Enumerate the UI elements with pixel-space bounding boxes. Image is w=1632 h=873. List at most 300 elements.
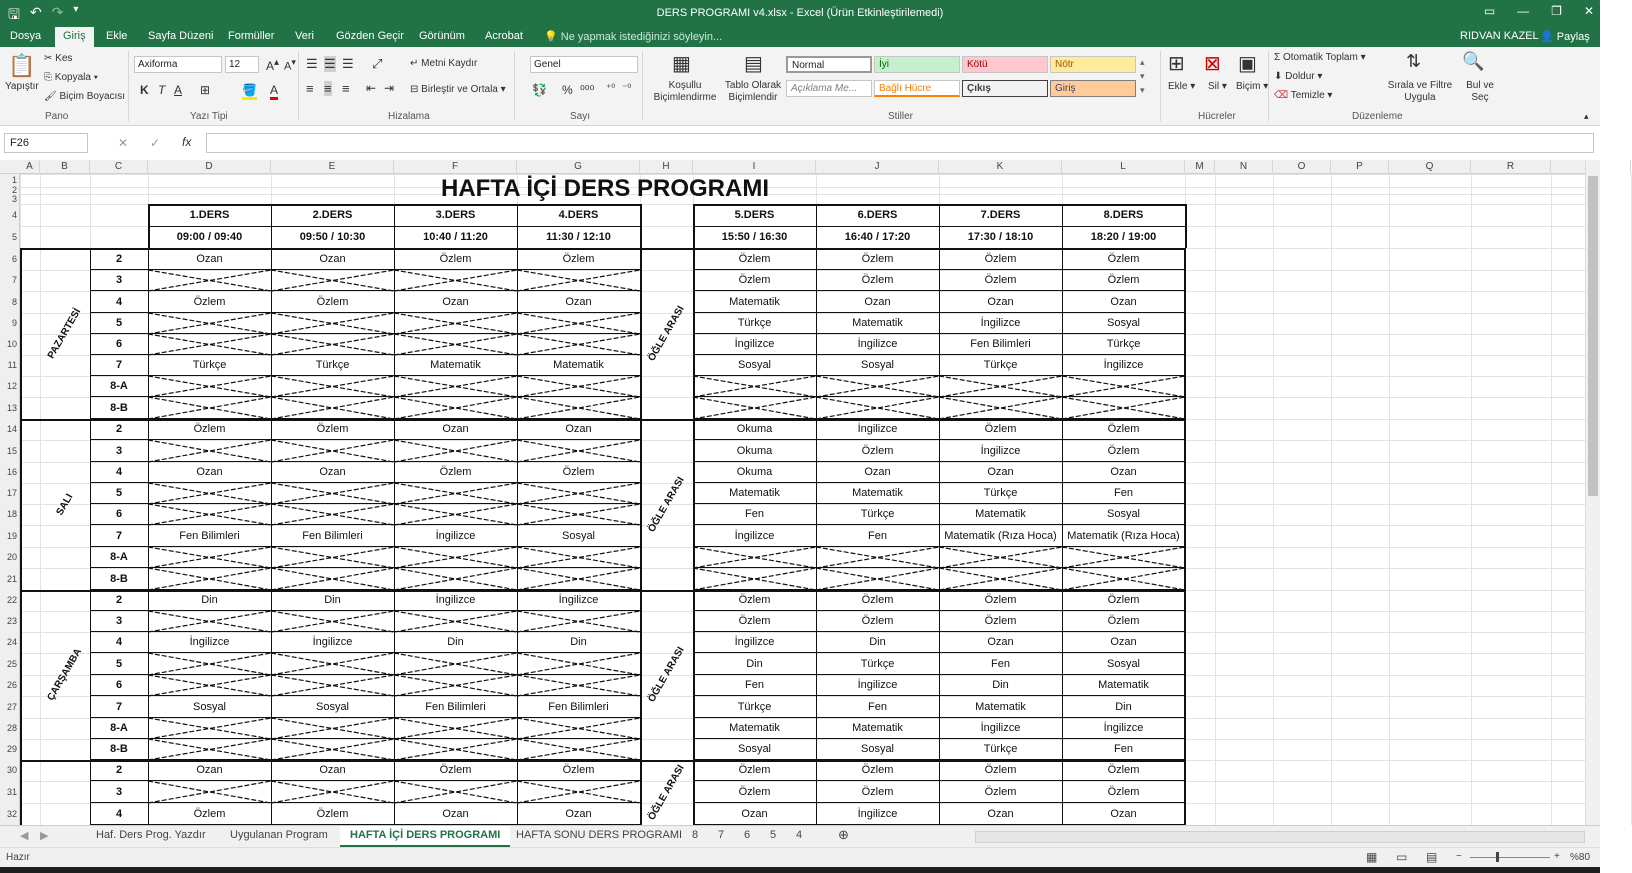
lesson-cell[interactable]: Özlem (1107, 786, 1140, 798)
lesson-cell[interactable]: Özlem (861, 594, 894, 606)
sheet-tab-print[interactable]: Haf. Ders Prog. Yazdır (96, 829, 206, 841)
tab-file[interactable]: Dosya (10, 30, 42, 42)
lesson-cell[interactable]: İngilizce (734, 636, 775, 648)
lesson-header[interactable]: 2.DERS (312, 209, 353, 221)
table-format-button[interactable]: Tablo Olarak Biçimlendir (724, 80, 782, 103)
row-header[interactable]: 10 (6, 339, 17, 349)
class-label[interactable]: 7 (115, 530, 123, 542)
lesson-cell[interactable]: Sosyal (737, 743, 772, 755)
cancel-icon[interactable]: ✕ (118, 136, 129, 150)
zoom-slider-thumb[interactable] (1496, 852, 1499, 862)
lesson-cell[interactable]: Özlem (439, 253, 472, 265)
column-header[interactable]: L (1062, 160, 1185, 174)
lesson-cell[interactable]: Okuma (736, 466, 773, 478)
column-header[interactable]: O (1273, 160, 1331, 174)
zoom-in-icon[interactable]: + (1554, 851, 1560, 862)
row-header[interactable]: 13 (6, 403, 17, 413)
lesson-cell[interactable]: Matematik (852, 317, 903, 329)
schedule-title[interactable]: HAFTA İÇİ DERS PROGRAMI (441, 175, 769, 202)
lesson-cell[interactable]: Ozan (196, 764, 223, 776)
lesson-cell[interactable]: Ozan (442, 808, 469, 820)
tab-acrobat[interactable]: Acrobat (485, 30, 523, 42)
row-header[interactable]: 3 (11, 194, 17, 204)
tab-insert[interactable]: Ekle (106, 30, 128, 42)
row-header[interactable]: 6 (11, 254, 17, 264)
add-sheet-icon[interactable]: ⊕ (838, 827, 849, 842)
lesson-cell[interactable]: Özlem (316, 296, 349, 308)
class-label[interactable]: 3 (115, 274, 123, 286)
prev-sheet-icon[interactable]: ◀ (20, 830, 29, 842)
class-label[interactable]: 6 (115, 679, 123, 691)
lesson-cell[interactable]: İngilizce (857, 808, 898, 820)
column-header[interactable]: D (148, 160, 271, 174)
lesson-cell[interactable]: Ozan (319, 466, 346, 478)
insert-function-icon[interactable]: fx (182, 135, 192, 149)
sort-filter-icon[interactable]: ⇅ (1406, 51, 1422, 71)
lesson-cell[interactable]: Fen (745, 508, 764, 520)
lesson-cell[interactable]: İngilizce (857, 679, 898, 691)
lesson-cell[interactable]: Türkçe (737, 317, 772, 329)
table-format-icon[interactable]: ▤ (744, 53, 763, 75)
lesson-cell[interactable]: Özlem (1107, 594, 1140, 606)
sheet-tab-weekday[interactable]: HAFTA İÇİ DERS PROGRAMI (340, 826, 510, 847)
row-header[interactable]: 32 (6, 809, 17, 819)
style-bad[interactable]: Kötü (962, 56, 1048, 73)
copy-button[interactable]: ⎘ Kopyala ▾ (44, 72, 98, 83)
find-select-button[interactable]: Bul ve Seç (1466, 80, 1494, 103)
class-label[interactable]: 8-A (110, 380, 128, 392)
row-header[interactable]: 26 (6, 680, 17, 690)
column-header[interactable]: N (1215, 160, 1273, 174)
lesson-time[interactable]: 09:50 / 10:30 (299, 231, 366, 243)
currency-icon[interactable]: 💱 (532, 83, 547, 97)
next-sheet-icon[interactable]: ▶ (40, 830, 49, 842)
paste-button[interactable]: Yapıştır (5, 81, 39, 92)
zoom-slider[interactable] (1470, 857, 1550, 858)
tab-formulas[interactable]: Formüller (228, 30, 275, 42)
row-header[interactable]: 25 (6, 659, 17, 669)
autosum-button[interactable]: Σ Otomatik Toplam ▾ (1274, 52, 1366, 63)
class-label[interactable]: 8-B (110, 573, 128, 585)
column-header[interactable]: F (394, 160, 517, 174)
lesson-cell[interactable]: Sosyal (315, 701, 350, 713)
column-header[interactable]: R (1471, 160, 1551, 174)
lesson-cell[interactable]: Ozan (319, 253, 346, 265)
lesson-cell[interactable]: Din (1115, 701, 1132, 713)
lesson-cell[interactable]: Özlem (984, 786, 1017, 798)
row-header[interactable]: 22 (6, 595, 17, 605)
lesson-cell[interactable]: Ozan (565, 296, 592, 308)
lesson-cell[interactable]: Türkçe (983, 359, 1018, 371)
delete-cells-button[interactable]: Sil ▾ (1208, 81, 1227, 92)
lesson-header[interactable]: 8.DERS (1103, 209, 1144, 221)
row-header[interactable]: 27 (6, 702, 17, 712)
class-label[interactable]: 8-A (110, 722, 128, 734)
row-header[interactable]: 19 (6, 531, 17, 541)
clear-button[interactable]: ⌫ Temizle ▾ (1274, 90, 1333, 101)
tab-data[interactable]: Veri (295, 30, 314, 42)
column-header[interactable]: Q (1389, 160, 1471, 174)
sheet-tab-6[interactable]: 6 (744, 829, 751, 841)
percent-icon[interactable]: % (562, 83, 573, 97)
lesson-cell[interactable]: Özlem (738, 274, 771, 286)
lesson-cell[interactable]: Özlem (861, 445, 894, 457)
lesson-cell[interactable]: Matematik (729, 296, 780, 308)
lesson-cell[interactable]: Fen Bilimleri (548, 701, 609, 713)
lesson-cell[interactable]: Özlem (738, 253, 771, 265)
lesson-cell[interactable]: Matematik (852, 487, 903, 499)
merge-center-button[interactable]: ⊟ Birleştir ve Ortala ▾ (410, 84, 506, 95)
row-header[interactable]: 15 (6, 446, 17, 456)
lesson-cell[interactable]: İngilizce (734, 530, 775, 542)
lesson-cell[interactable]: Sosyal (192, 701, 227, 713)
style-linked-cell[interactable]: Bağlı Hücre (874, 80, 960, 97)
lesson-header[interactable]: 5.DERS (734, 209, 775, 221)
lesson-time[interactable]: 18:20 / 19:00 (1090, 231, 1157, 243)
horizontal-scrollbar[interactable] (975, 831, 1585, 843)
lesson-cell[interactable]: Sosyal (860, 743, 895, 755)
sheet-tab-8[interactable]: 8 (692, 829, 699, 841)
bold-icon[interactable]: K (140, 83, 149, 97)
lesson-cell[interactable]: Özlem (562, 466, 595, 478)
day-label[interactable] (40, 590, 90, 760)
class-label[interactable]: 2 (115, 253, 123, 265)
row-header[interactable]: 4 (11, 210, 17, 220)
customize-qat-icon[interactable]: ▾ (73, 4, 79, 15)
redo-icon[interactable]: ↷ (51, 4, 64, 20)
lesson-cell[interactable]: Sosyal (1106, 317, 1141, 329)
orientation-icon[interactable]: ⤢ (372, 56, 383, 71)
lesson-cell[interactable]: Matematik (430, 359, 481, 371)
lesson-cell[interactable]: İngilizce (980, 722, 1021, 734)
lesson-cell[interactable]: Özlem (1107, 764, 1140, 776)
lesson-cell[interactable]: Fen Bilimleri (970, 338, 1031, 350)
lesson-cell[interactable]: Özlem (562, 253, 595, 265)
lesson-cell[interactable]: Ozan (987, 466, 1014, 478)
lesson-cell[interactable]: Özlem (861, 615, 894, 627)
lesson-header[interactable]: 7.DERS (980, 209, 1021, 221)
increase-decimal-icon[interactable]: ⁺⁰ (606, 83, 616, 94)
tab-review[interactable]: Gözden Geçir (336, 30, 404, 42)
lesson-cell[interactable]: Türkçe (860, 508, 895, 520)
lesson-cell[interactable]: Okuma (736, 423, 773, 435)
normal-view-icon[interactable]: ▦ (1366, 850, 1378, 864)
lesson-cell[interactable]: İngilizce (435, 530, 476, 542)
lesson-cell[interactable]: Ozan (565, 423, 592, 435)
lesson-cell[interactable]: Türkçe (983, 487, 1018, 499)
lesson-cell[interactable]: İngilizce (980, 445, 1021, 457)
name-box[interactable]: F26 (4, 133, 88, 153)
lesson-cell[interactable]: Özlem (984, 594, 1017, 606)
lesson-cell[interactable]: Fen (991, 658, 1010, 670)
lesson-cell[interactable]: İngilizce (980, 317, 1021, 329)
lesson-cell[interactable]: Özlem (1107, 423, 1140, 435)
style-good[interactable]: İyi (874, 56, 960, 73)
lesson-cell[interactable]: Ozan (864, 296, 891, 308)
day-label[interactable] (40, 419, 90, 590)
shrink-font-icon[interactable]: A▾ (284, 57, 296, 73)
class-label[interactable]: 2 (115, 594, 123, 606)
class-label[interactable]: 2 (115, 764, 123, 776)
class-label[interactable]: 5 (115, 658, 123, 670)
restore-icon[interactable]: ❐ (1551, 4, 1562, 18)
fill-button[interactable]: ⬇ Doldur ▾ (1274, 71, 1323, 82)
align-middle-icon[interactable]: ☰ (324, 56, 336, 71)
lesson-cell[interactable]: Ozan (442, 296, 469, 308)
lesson-cell[interactable]: Din (570, 636, 587, 648)
align-left-icon[interactable]: ≡ (306, 81, 314, 96)
class-label[interactable]: 6 (115, 508, 123, 520)
tab-home[interactable]: Giriş (55, 27, 94, 47)
sheet-tab-7[interactable]: 7 (718, 829, 725, 841)
lesson-cell[interactable]: Ozan (987, 296, 1014, 308)
lesson-cell[interactable]: Ozan (196, 253, 223, 265)
lesson-time[interactable]: 16:40 / 17:20 (844, 231, 911, 243)
day-label[interactable] (40, 248, 90, 419)
row-header[interactable]: 18 (6, 509, 17, 519)
format-cells-button[interactable]: Biçim ▾ (1236, 81, 1269, 92)
column-header[interactable]: A (20, 160, 40, 174)
lesson-cell[interactable]: Özlem (193, 423, 226, 435)
lesson-cell[interactable]: Özlem (193, 296, 226, 308)
column-header[interactable]: K (939, 160, 1062, 174)
lesson-header[interactable]: 1.DERS (189, 209, 230, 221)
clipboard-icon[interactable]: 📋 (8, 53, 36, 78)
lesson-cell[interactable]: Özlem (439, 466, 472, 478)
lesson-cell[interactable]: Özlem (861, 786, 894, 798)
row-header[interactable]: 29 (6, 744, 17, 754)
style-input[interactable]: Giriş (1050, 80, 1136, 97)
lesson-cell[interactable]: Din (447, 636, 464, 648)
lesson-cell[interactable]: Fen Bilimleri (179, 530, 240, 542)
lesson-time[interactable]: 11:30 / 12:10 (546, 231, 611, 243)
wrap-text-button[interactable] (410, 58, 477, 69)
lesson-cell[interactable]: Özlem (193, 808, 226, 820)
cut-button[interactable] (44, 53, 72, 64)
lesson-cell[interactable]: Sosyal (737, 359, 772, 371)
page-break-view-icon[interactable]: ▤ (1426, 850, 1438, 864)
lesson-cell[interactable]: Matematik (1098, 679, 1149, 691)
zoom-level[interactable]: %80 (1570, 852, 1591, 863)
lesson-cell[interactable]: Özlem (984, 764, 1017, 776)
lesson-cell[interactable]: Özlem (738, 786, 771, 798)
lesson-cell[interactable]: Matematik (975, 701, 1026, 713)
class-label[interactable]: 5 (115, 317, 123, 329)
lesson-time[interactable]: 17:30 / 18:10 (967, 231, 1034, 243)
class-label[interactable]: 4 (115, 466, 123, 478)
lesson-cell[interactable]: İngilizce (312, 636, 353, 648)
class-label[interactable]: 2 (115, 423, 123, 435)
comma-icon[interactable]: ⁰⁰⁰ (580, 83, 595, 97)
find-icon[interactable]: 🔍 (1462, 51, 1485, 71)
format-painter-button[interactable] (44, 91, 125, 102)
sheet-tab-applied[interactable]: Uygulanan Program (230, 829, 328, 841)
column-header[interactable]: B (40, 160, 90, 174)
collapse-ribbon-icon[interactable]: ▴ (1584, 111, 1589, 121)
underline-icon[interactable]: A (174, 83, 183, 97)
row-header[interactable]: 28 (6, 723, 17, 733)
lesson-cell[interactable]: Okuma (736, 445, 773, 457)
font-color-icon[interactable]: A (270, 83, 278, 100)
lesson-cell[interactable]: Özlem (984, 423, 1017, 435)
formula-input[interactable] (206, 133, 1594, 153)
lesson-cell[interactable]: Özlem (439, 764, 472, 776)
column-header[interactable]: P (1331, 160, 1389, 174)
undo-icon[interactable]: ↶ (29, 4, 42, 20)
lesson-cell[interactable]: Özlem (562, 764, 595, 776)
lesson-cell[interactable]: Özlem (738, 615, 771, 627)
row-header[interactable]: 31 (6, 787, 17, 797)
sheet-tab-4[interactable]: 4 (796, 829, 803, 841)
sheet-tab-5[interactable]: 5 (770, 829, 777, 841)
class-label[interactable]: 5 (115, 487, 123, 499)
share-button[interactable] (1540, 30, 1590, 43)
lesson-cell[interactable]: Özlem (316, 808, 349, 820)
column-header[interactable]: M (1185, 160, 1215, 174)
class-label[interactable]: 3 (115, 786, 123, 798)
class-label[interactable]: 3 (115, 615, 123, 627)
lesson-cell[interactable]: Ozan (1110, 466, 1137, 478)
font-size-select[interactable]: 12 (225, 56, 259, 73)
lesson-cell[interactable]: Din (746, 658, 763, 670)
style-explanatory[interactable]: Açıklama Me... (786, 80, 872, 97)
page-layout-view-icon[interactable]: ▭ (1396, 850, 1408, 864)
user-name[interactable]: RIDVAN KAZEL (1460, 30, 1539, 42)
zoom-out-icon[interactable]: − (1456, 851, 1462, 862)
lesson-cell[interactable]: Özlem (984, 274, 1017, 286)
align-center-icon[interactable]: ≡ (324, 81, 332, 96)
lesson-header[interactable]: 6.DERS (857, 209, 898, 221)
lesson-cell[interactable]: Türkçe (315, 359, 350, 371)
conditional-format-button[interactable]: Koşullu Biçimlendirme (653, 80, 717, 103)
lesson-cell[interactable]: Özlem (738, 594, 771, 606)
lesson-cell[interactable]: Özlem (1107, 615, 1140, 627)
lesson-cell[interactable]: İngilizce (435, 594, 476, 606)
save-icon[interactable]: 🖫 (8, 6, 20, 22)
sheet-tab-weekend[interactable]: HAFTA SONU DERS PROGRAMI (516, 829, 683, 841)
indent-increase-icon[interactable]: ⇥ (384, 81, 395, 95)
lesson-cell[interactable]: Özlem (984, 615, 1017, 627)
ribbon-display-icon[interactable]: ▭ (1483, 4, 1496, 18)
tab-view[interactable]: Görünüm (419, 30, 465, 42)
lesson-cell[interactable]: Din (324, 594, 341, 606)
lesson-time[interactable]: 09:00 / 09:40 (176, 231, 243, 243)
lesson-cell[interactable]: Özlem (861, 274, 894, 286)
row-header[interactable]: 5 (11, 232, 17, 242)
row-header[interactable]: 17 (6, 488, 17, 498)
row-header[interactable]: 12 (6, 381, 17, 391)
lesson-cell[interactable]: Türkçe (737, 701, 772, 713)
row-header[interactable]: 9 (11, 318, 17, 328)
lesson-cell[interactable]: Matematik (852, 722, 903, 734)
column-header[interactable]: G (517, 160, 640, 174)
lunch-break-label[interactable] (640, 419, 693, 590)
lesson-cell[interactable]: Fen Bilimleri (302, 530, 363, 542)
class-label[interactable]: 4 (115, 636, 123, 648)
tab-page-layout[interactable]: Sayfa Düzeni (148, 30, 214, 42)
lunch-break-label[interactable] (640, 248, 693, 419)
lesson-header[interactable]: 4.DERS (558, 209, 599, 221)
column-header[interactable]: J (816, 160, 939, 174)
lesson-cell[interactable]: Özlem (1107, 274, 1140, 286)
column-header[interactable]: H (640, 160, 693, 174)
class-label[interactable]: 8-B (110, 743, 128, 755)
vertical-scrollbar[interactable] (1585, 160, 1600, 825)
cell-grid[interactable] (20, 174, 1585, 825)
align-top-icon[interactable]: ☰ (306, 56, 318, 71)
lesson-cell[interactable]: Türkçe (860, 658, 895, 670)
lesson-cell[interactable]: Matematik (553, 359, 604, 371)
lesson-cell[interactable]: İngilizce (734, 338, 775, 350)
minimize-icon[interactable]: — (1517, 4, 1530, 18)
lesson-cell[interactable]: Ozan (442, 423, 469, 435)
row-header[interactable]: 23 (6, 616, 17, 626)
lesson-cell[interactable]: Din (992, 679, 1009, 691)
format-cells-icon[interactable]: ▣ (1238, 53, 1257, 75)
lesson-cell[interactable]: İngilizce (857, 423, 898, 435)
lesson-cell[interactable]: Sosyal (860, 359, 895, 371)
row-header[interactable]: 2 (11, 185, 17, 195)
lesson-cell[interactable]: Özlem (316, 423, 349, 435)
lesson-cell[interactable]: Fen (745, 679, 764, 691)
lesson-cell[interactable]: Ozan (864, 466, 891, 478)
lunch-break-label[interactable] (640, 590, 693, 760)
lesson-cell[interactable]: Ozan (196, 466, 223, 478)
column-header[interactable]: C (90, 160, 148, 174)
lesson-cell[interactable]: Fen (868, 701, 887, 713)
style-neutral[interactable]: Nötr (1050, 56, 1136, 73)
row-header[interactable]: 20 (6, 552, 17, 562)
lesson-cell[interactable]: Özlem (861, 253, 894, 265)
row-header[interactable]: 24 (6, 637, 17, 647)
style-normal[interactable]: Normal (786, 56, 872, 73)
class-label[interactable]: 7 (115, 359, 123, 371)
number-format-select[interactable]: Genel (530, 56, 638, 73)
lesson-cell[interactable]: Fen (868, 530, 887, 542)
lesson-cell[interactable]: Ozan (987, 808, 1014, 820)
tell-me-search[interactable] (544, 30, 722, 43)
lesson-cell[interactable]: Din (201, 594, 218, 606)
align-right-icon[interactable]: ≡ (342, 81, 350, 96)
lesson-cell[interactable]: Fen (1114, 487, 1133, 499)
row-header[interactable]: 16 (6, 467, 17, 477)
row-header[interactable]: 7 (11, 275, 17, 285)
lesson-cell[interactable]: Matematik (729, 487, 780, 499)
close-icon[interactable]: ✕ (1583, 4, 1594, 18)
grow-font-icon[interactable]: A▴ (266, 57, 280, 73)
insert-cells-button[interactable]: Ekle ▾ (1168, 81, 1196, 92)
align-bottom-icon[interactable]: ☰ (342, 56, 354, 71)
lesson-cell[interactable]: İngilizce (189, 636, 230, 648)
row-header[interactable]: 1 (11, 175, 17, 185)
lesson-cell[interactable]: Özlem (984, 253, 1017, 265)
lesson-cell[interactable]: Özlem (1107, 253, 1140, 265)
lesson-cell[interactable]: İngilizce (1103, 722, 1144, 734)
lesson-cell[interactable]: Din (869, 636, 886, 648)
style-output[interactable]: Çıkış (962, 80, 1048, 97)
lesson-cell[interactable]: Matematik (729, 722, 780, 734)
lesson-cell[interactable]: Ozan (565, 808, 592, 820)
class-label[interactable]: 4 (115, 808, 123, 820)
lesson-cell[interactable]: Ozan (987, 636, 1014, 648)
day-label[interactable] (40, 760, 90, 825)
lesson-cell[interactable]: Sosyal (1106, 658, 1141, 670)
fill-color-icon[interactable]: 🪣 (242, 83, 257, 100)
class-label[interactable]: 6 (115, 338, 123, 350)
delete-cells-icon[interactable]: ⊠ (1204, 53, 1221, 75)
row-header[interactable]: 8 (11, 297, 17, 307)
lesson-cell[interactable]: Türkçe (192, 359, 227, 371)
